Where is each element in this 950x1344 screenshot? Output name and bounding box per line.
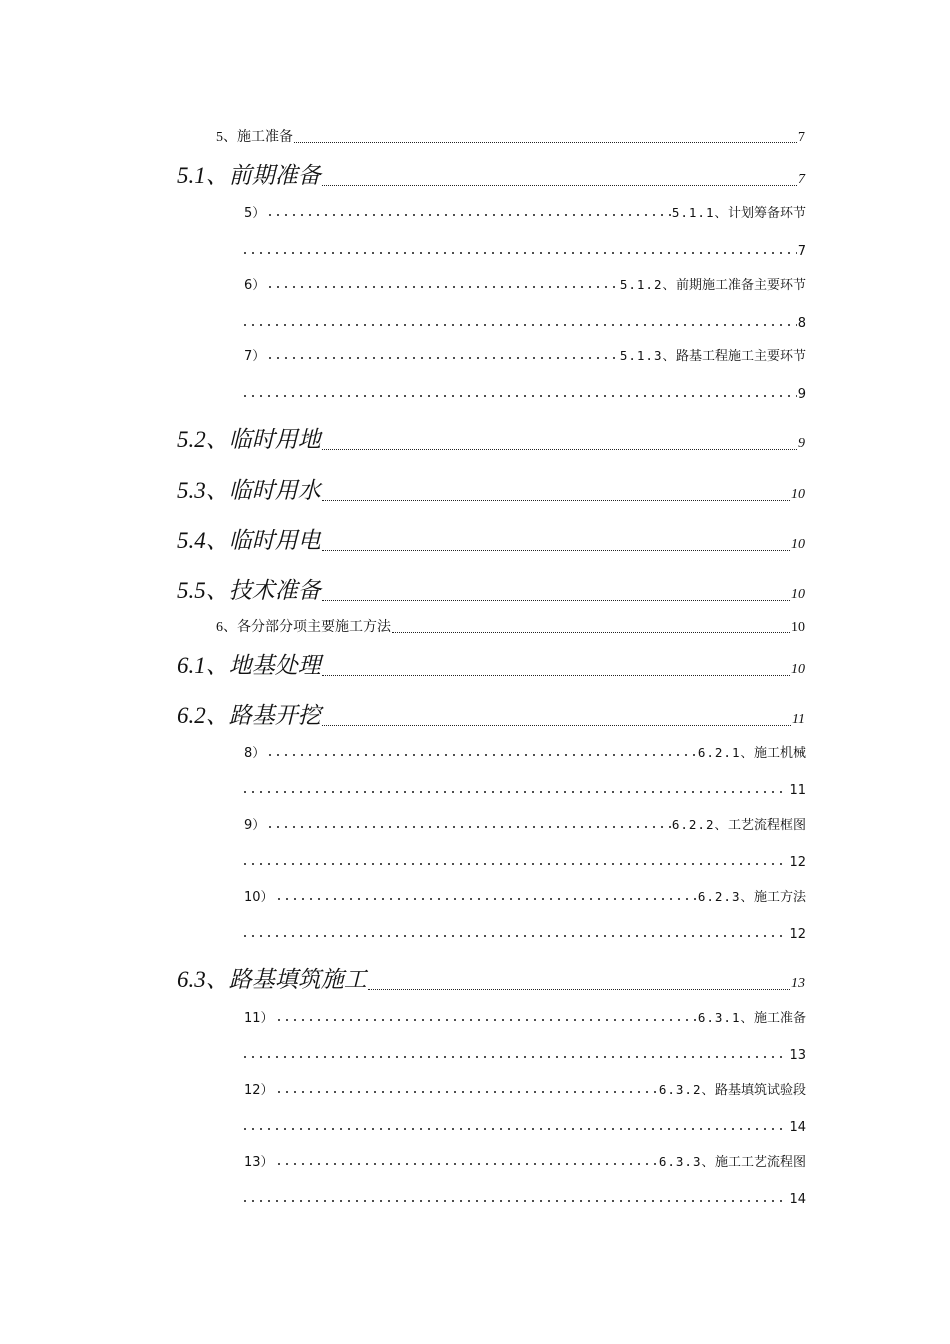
toc-page-number: 10: [791, 587, 805, 602]
toc-entry-l2[interactable]: [177, 475, 805, 505]
toc-label: 5.3、临时用水: [177, 478, 321, 503]
dot-leader: [266, 213, 671, 217]
toc-prefix: 10）: [244, 890, 274, 905]
toc-prefix: 8）: [244, 746, 266, 761]
dot-leader: [266, 825, 671, 829]
toc-page-number: 13: [791, 976, 805, 991]
toc-entry-l2[interactable]: [177, 424, 805, 454]
toc-label: 6.1、地基处理: [177, 653, 321, 678]
toc-title: 计划筹备环节: [727, 206, 806, 221]
toc-code: 5.1.1、: [671, 205, 728, 220]
toc-code: 6.2.2、: [671, 817, 728, 832]
toc-entry-l2[interactable]: [177, 650, 805, 680]
toc-label: 5.5、技术准备: [177, 578, 321, 603]
toc-page-number: 10: [791, 620, 805, 635]
toc-entry-l3[interactable]: [244, 203, 806, 221]
toc-entry-l3-continuation[interactable]: [240, 924, 806, 942]
dot-leader: [322, 185, 797, 186]
toc-code: 6.3.2、: [658, 1082, 715, 1097]
toc-entry-l3[interactable]: [244, 346, 806, 364]
dot-leader: [241, 394, 797, 398]
toc-entry-l1[interactable]: [216, 618, 805, 636]
dot-leader: [241, 790, 788, 794]
dot-leader: [322, 675, 790, 676]
toc-entry-l3-continuation[interactable]: [240, 1189, 806, 1207]
toc-page-number: 10: [791, 662, 805, 677]
toc-label: 6.2、路基开挖: [177, 703, 321, 728]
toc-entry-l3-continuation[interactable]: [240, 780, 806, 798]
toc-page-number: 11: [792, 712, 805, 727]
toc-page-number: 7: [798, 172, 805, 187]
toc-title: 路基工程施工主要环节: [675, 349, 806, 364]
toc-entry-l3-continuation[interactable]: [240, 384, 806, 402]
toc-entry-l2[interactable]: [177, 964, 805, 994]
dot-leader: [266, 285, 619, 289]
toc-page-number: 9: [798, 436, 805, 451]
toc-code: 6.2.1、: [697, 745, 754, 760]
toc-label: 5.4、临时用电: [177, 528, 321, 553]
toc-title: 前期施工准备主要环节: [675, 278, 806, 293]
dot-leader: [266, 753, 697, 757]
toc-title: 施工机械: [753, 746, 806, 761]
toc-code: 5.1.2、: [619, 277, 676, 292]
toc-entry-l3-continuation[interactable]: [240, 852, 806, 870]
toc-entry-l3[interactable]: [244, 1152, 806, 1170]
dot-leader: [241, 1127, 788, 1131]
toc-entry-l3[interactable]: [244, 743, 806, 761]
toc-entry-l3[interactable]: [244, 1008, 806, 1026]
toc-label: 5.2、临时用地: [177, 427, 321, 452]
toc-page-number: 11: [789, 783, 806, 798]
toc-title: 施工准备: [753, 1011, 806, 1026]
toc-page-number: 12: [789, 855, 806, 870]
toc-prefix: 7）: [244, 349, 266, 364]
dot-leader: [241, 1199, 788, 1203]
dot-leader: [241, 323, 797, 327]
toc-page-number: 10: [791, 487, 805, 502]
toc-entry-l3[interactable]: [244, 887, 806, 905]
toc-page-number: 9: [797, 387, 806, 402]
toc-label: 5.1、前期准备: [177, 163, 321, 188]
toc-entry-l2[interactable]: [177, 700, 805, 730]
toc-prefix: 12）: [244, 1083, 274, 1098]
toc-entry-l3-continuation[interactable]: [240, 1045, 806, 1063]
toc-title: 工艺流程框图: [727, 818, 806, 833]
toc-page-number: 7: [798, 130, 805, 145]
toc-page-number: 14: [789, 1120, 806, 1135]
toc-code: 6.2.3、: [697, 889, 754, 904]
dot-leader: [322, 725, 791, 726]
toc-entry-l3[interactable]: [244, 815, 806, 833]
toc-page-number: 14: [789, 1192, 806, 1207]
dot-leader: [368, 989, 790, 990]
toc-prefix: 13）: [244, 1155, 274, 1170]
dot-leader: [322, 550, 790, 551]
dot-leader: [241, 251, 797, 255]
dot-leader: [322, 500, 790, 501]
dot-leader: [241, 1055, 788, 1059]
toc-label: 5、施工准备: [216, 130, 293, 145]
toc-title: 路基填筑试验段: [714, 1083, 806, 1098]
toc-entry-l2[interactable]: [177, 160, 805, 190]
toc-code: 6.3.1、: [697, 1010, 754, 1025]
dot-leader: [294, 142, 797, 143]
dot-leader: [392, 632, 790, 633]
dot-leader: [241, 862, 788, 866]
dot-leader: [275, 1018, 697, 1022]
toc-label: 6.3、路基填筑施工: [177, 967, 367, 992]
toc-prefix: 9）: [244, 818, 266, 833]
toc-entry-l2[interactable]: [177, 525, 805, 555]
toc-prefix: 5）: [244, 206, 266, 221]
toc-label: 6、各分部分项主要施工方法: [216, 620, 391, 635]
toc-page-number: 12: [789, 927, 806, 942]
dot-leader: [275, 897, 697, 901]
toc-entry-l3-continuation[interactable]: [240, 313, 806, 331]
dot-leader: [275, 1162, 658, 1166]
toc-page-number: 8: [797, 316, 806, 331]
toc-page-number: 10: [791, 537, 805, 552]
toc-page-number: 7: [797, 244, 806, 259]
toc-code: 6.3.3、: [658, 1154, 715, 1169]
dot-leader: [322, 600, 790, 601]
toc-entry-l3-continuation[interactable]: [240, 241, 806, 259]
toc-entry-l2[interactable]: [177, 575, 805, 605]
toc-entry-l3[interactable]: [244, 1080, 806, 1098]
toc-prefix: 11）: [244, 1011, 274, 1026]
toc-entry-l3-continuation[interactable]: [240, 1117, 806, 1135]
toc-title: 施工工艺流程图: [714, 1155, 806, 1170]
dot-leader: [241, 934, 788, 938]
toc-entry-l1[interactable]: [216, 128, 805, 146]
toc-code: 5.1.3、: [619, 348, 676, 363]
toc-entry-l3[interactable]: [244, 275, 806, 293]
toc-title: 施工方法: [753, 890, 806, 905]
toc-page-number: 13: [789, 1048, 806, 1063]
dot-leader: [322, 449, 797, 450]
dot-leader: [266, 356, 619, 360]
dot-leader: [275, 1090, 658, 1094]
toc-prefix: 6）: [244, 278, 266, 293]
